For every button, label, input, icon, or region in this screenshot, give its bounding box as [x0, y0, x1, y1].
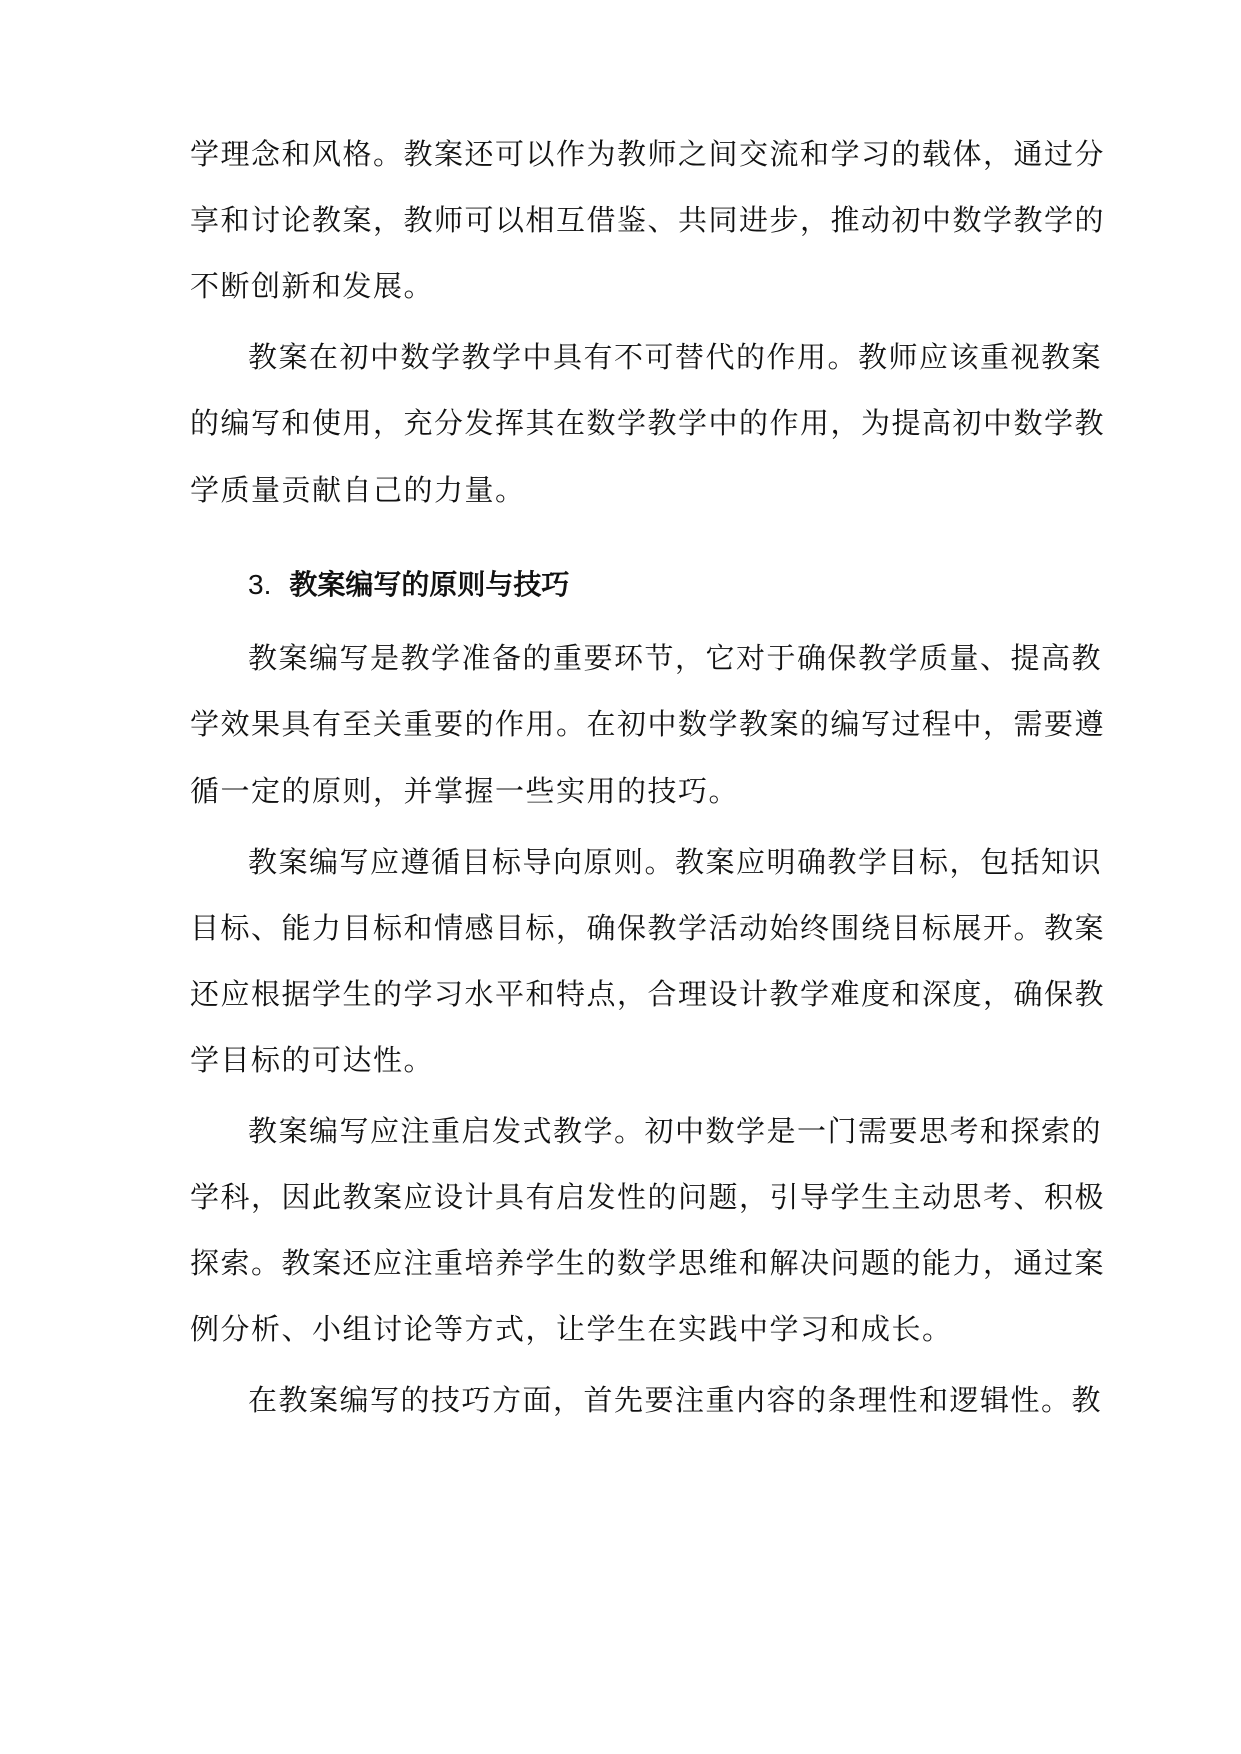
- paragraph-line: 学科，因此教案应设计具有启发性的问题，引导学生主动思考、积极: [190, 1180, 1106, 1214]
- paragraph-line: 教案编写应注重启发式教学。初中数学是一门需要思考和探索的: [248, 1114, 1103, 1148]
- paragraph-line: 教案编写是教学准备的重要环节，它对于确保教学质量、提高教: [248, 641, 1103, 675]
- paragraph-line: 在教案编写的技巧方面，首先要注重内容的条理性和逻辑性。教: [248, 1383, 1103, 1417]
- paragraph-line: 学理念和风格。教案还可以作为教师之间交流和学习的载体，通过分: [190, 137, 1106, 171]
- section-number: 3.: [248, 569, 272, 600]
- paragraph-line: 例分析、小组讨论等方式，让学生在实践中学习和成长。: [190, 1312, 953, 1346]
- paragraph-line: 还应根据学生的学习水平和特点，合理设计教学难度和深度，确保教: [190, 977, 1106, 1011]
- paragraph-line: 教案在初中数学教学中具有不可替代的作用。教师应该重视教案: [248, 340, 1103, 374]
- section-title: 教案编写的原则与技巧: [289, 568, 570, 601]
- paragraph-line: 教案编写应遵循目标导向原则。教案应明确教学目标，包括知识: [248, 845, 1103, 879]
- paragraph-line: 不断创新和发展。: [190, 269, 435, 303]
- paragraph-line: 学质量贡献自己的力量。: [190, 473, 526, 507]
- paragraph-line: 探索。教案还应注重培养学生的数学思维和解决问题的能力，通过案: [190, 1246, 1106, 1280]
- paragraph-line: 学目标的可达性。: [190, 1043, 435, 1077]
- paragraph-line: 的编写和使用，充分发挥其在数学教学中的作用，为提高初中数学教: [190, 406, 1106, 440]
- paragraph-line: 循一定的原则，并掌握一些实用的技巧。: [190, 774, 740, 808]
- paragraph-line: 目标、能力目标和情感目标，确保教学活动始终围绕目标展开。教案: [190, 911, 1106, 945]
- paragraph-line: 享和讨论教案，教师可以相互借鉴、共同进步，推动初中数学教学的: [190, 203, 1106, 237]
- paragraph-line: 学效果具有至关重要的作用。在初中数学教案的编写过程中，需要遵: [190, 707, 1106, 741]
- section-heading: [248, 565, 569, 605]
